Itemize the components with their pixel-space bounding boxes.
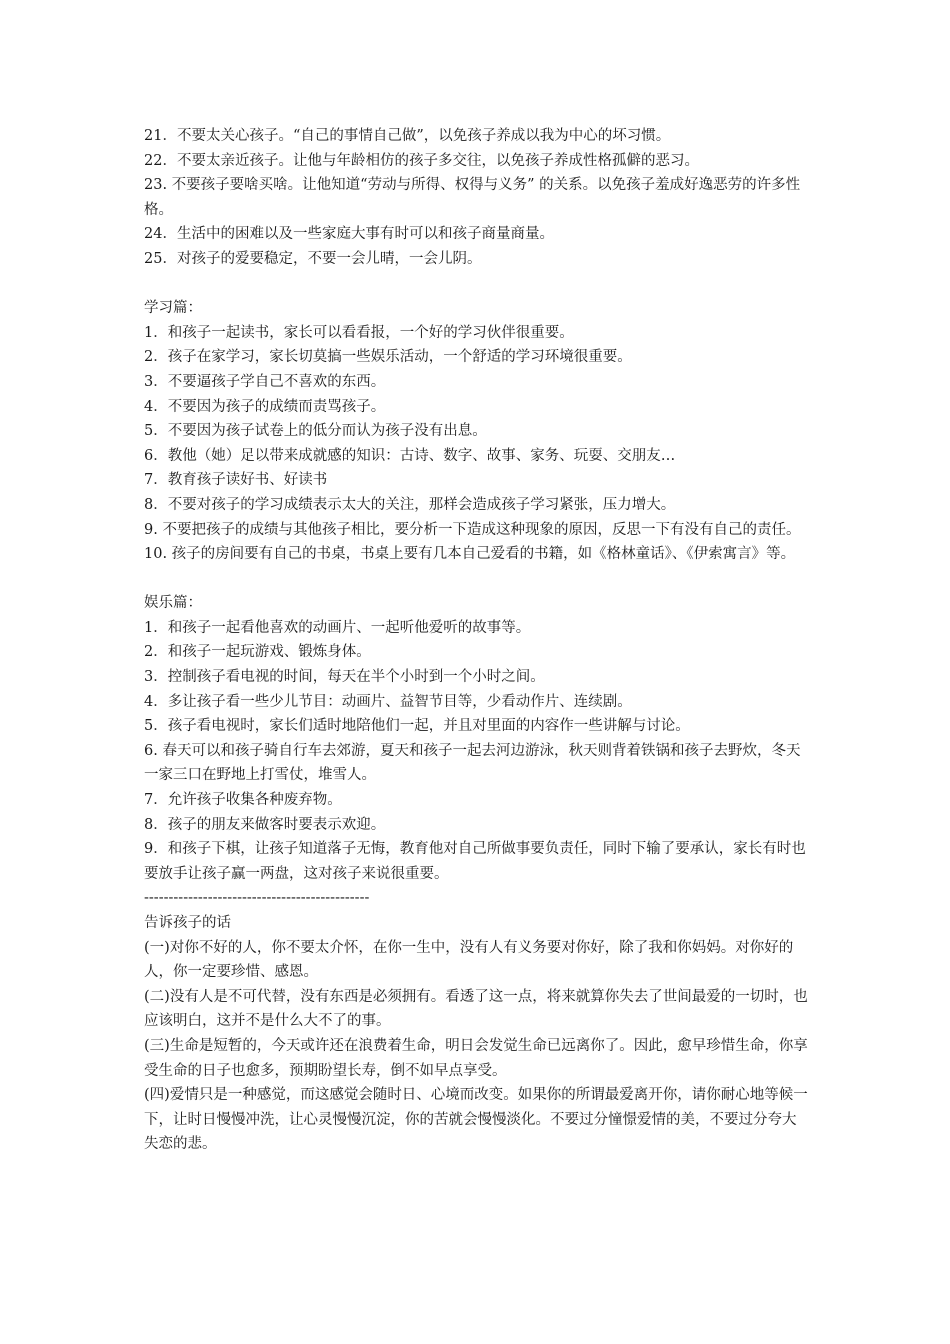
- list-item: 2．和孩子一起玩游戏、锻炼身体。: [144, 644, 371, 661]
- list-item: 3．控制孩子看电视的时间，每天在半个小时到一个小时之间。: [144, 669, 545, 686]
- list-item: (四)爱情只是一种感觉，而这感觉会随时日、心境而改变。如果你的所谓最爱离开你，请你耐心地等候一下，让时日慢慢冲洗，让心灵慢慢沉淀，你的苦就会慢慢淡化。不要过分憧憬爱情的美，不要过分夸大失恋的悲。: [144, 1087, 808, 1153]
- blank-line: [144, 567, 810, 592]
- list-item: 22．不要太亲近孩子。让他与年龄相仿的孩子多交往，以免孩子养成性格孤僻的恶习。: [144, 152, 699, 169]
- section-heading: 告诉孩子的话: [144, 915, 231, 931]
- blank-line: [144, 272, 810, 297]
- list-item: 21．不要太关心孩子。“自己的事情自己做”，以免孩子养成以我为中心的坏习惯。: [144, 128, 671, 144]
- list-item: 10. 孩子的房间要有自己的书桌，书桌上要有几本自己爱看的书籍，如《格林童话》、《伊索寓言》等。: [144, 546, 796, 563]
- list-item: 1．和孩子一起看他喜欢的动画片、一起听他爱听的故事等。: [144, 619, 531, 636]
- section-heading: 娱乐篇：: [144, 595, 202, 612]
- list-item: 25．对孩子的爱要稳定，不要一会儿晴，一会儿阴。: [144, 250, 482, 267]
- list-item: (二)没有人是不可代替，没有东西是必须拥有。看透了这一点，将来就算你失去了世间最爱的一切时，也应该明白，这并不是什么大不了的事。: [144, 988, 808, 1030]
- list-item: 23. 不要孩子要啥买啥。让他知道“劳动与所得、权得与义务” 的关系。以免孩子羞成好逸恶劳的许多性格。: [144, 177, 801, 218]
- divider-line: ----------------------------------------------: [144, 890, 370, 907]
- section-heading: 学习篇：: [144, 300, 202, 317]
- list-item: 6. 春天可以和孩子骑自行车去郊游，夏天和孩子一起去河边游泳，秋天则背着铁锅和孩子去野炊，冬天一家三口在野地上打雪仗，堆雪人。: [144, 742, 801, 784]
- list-item: 2．孩子在家学习，家长切莫搞一些娱乐活动，一个舒适的学习环境很重要。: [144, 349, 632, 366]
- list-item: 4．不要因为孩子的成绩而责骂孩子。: [144, 398, 386, 415]
- list-item: 4．多让孩子看一些少儿节目：动画片、益智节目等，少看动作片、连续剧。: [144, 693, 632, 710]
- list-item: 9．和孩子下棋，让孩子知道落子无悔，教育他对自己所做事要负责任，同时下输了要承认，家长有时也要放手让孩子赢一两盘，这对孩子来说很重要。: [144, 841, 806, 882]
- list-item: 24．生活中的困难以及一些家庭大事有时可以和孩子商量商量。: [144, 226, 554, 243]
- general-list: [144, 124, 810, 272]
- study-section: [144, 296, 810, 567]
- list-item: 7．教育孩子读好书、好读书: [144, 472, 328, 489]
- list-item: 5．孩子看电视时，家长们适时地陪他们一起，并且对里面的内容作一些讲解与讨论。: [144, 718, 690, 735]
- document-page: [144, 124, 810, 1157]
- list-item: 5．不要因为孩子试卷上的低分而认为孩子没有出息。: [144, 423, 487, 440]
- list-item: 8．不要对孩子的学习成绩表示太大的关注，那样会造成孩子学习紧张，压力增大。: [144, 496, 676, 513]
- list-item: 3．不要逼孩子学自己不喜欢的东西。: [144, 373, 386, 390]
- list-item: 8．孩子的朋友来做客时要表示欢迎。: [144, 816, 386, 833]
- talk-section: [144, 911, 810, 1157]
- list-item: 7．允许孩子收集各种废弃物。: [144, 792, 342, 809]
- entertainment-section: [144, 591, 810, 886]
- list-item: 1．和孩子一起读书，家长可以看看报，一个好的学习伙伴很重要。: [144, 324, 574, 341]
- list-item: (一)对你不好的人，你不要太介怀，在你一生中，没有人有义务要对你好，除了我和你妈妈。对你好的人，你一定要珍惜、感恩。: [144, 939, 794, 981]
- list-item: 9. 不要把孩子的成绩与其他孩子相比，要分析一下造成这种现象的原因，反思一下有没有自己的责任。: [144, 521, 801, 538]
- list-item: (三)生命是短暂的，今天或许还在浪费着生命，明日会发觉生命已远离你了。因此，愈早珍惜生命，你享受生命的日子也愈多，预期盼望长寿，倒不如早点享受。: [144, 1037, 808, 1079]
- list-item: 6．教他（她）足以带来成就感的知识：古诗、数字、故事、家务、玩耍、交朋友…: [144, 447, 676, 464]
